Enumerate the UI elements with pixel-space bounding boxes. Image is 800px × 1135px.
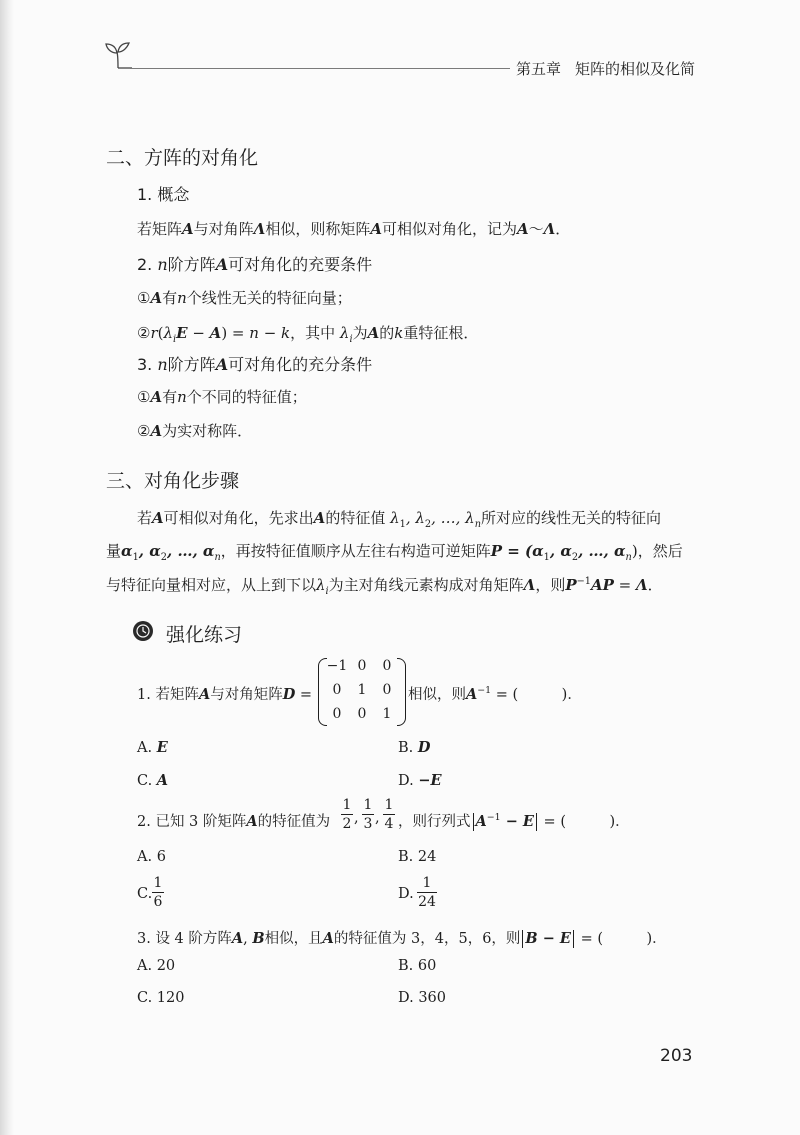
fraction-one-half: 1 2 — [342, 797, 352, 832]
page-spine-shadow — [0, 0, 14, 1135]
fraction-one-third: 1 3 — [363, 797, 373, 832]
diagonal-matrix-D: −1 0 0 0 1 0 0 0 1 — [318, 658, 406, 726]
practice-heading: 强化练习 — [166, 624, 243, 646]
chapter-number: 第五章 — [516, 60, 562, 78]
section-heading-diagonalization: 二、方阵的对角化 — [106, 147, 259, 169]
subheading-concept: 1. 概念 — [137, 185, 190, 204]
option-c-fraction: 1 6 — [153, 875, 163, 910]
clock-icon — [133, 621, 153, 641]
question-3-stem: 3. 设 4 阶方阵A, B相似，且A的特征值为 3，4，5，6，则 B − E = ( )． — [137, 930, 667, 947]
sprout-icon — [104, 40, 132, 70]
question-3-option-b[interactable]: B. 60 — [398, 958, 437, 974]
question-1-option-c[interactable]: C. A — [137, 772, 169, 789]
question-1-option-a[interactable]: A. E — [137, 739, 168, 756]
subheading-sufficient: 3. n阶方阵A可对角化的充分条件 — [137, 355, 373, 374]
question-2-stem-right: ，则行列式 $A^{-1} - E$ = ( )． — [398, 812, 630, 830]
steps-line-1: 若A可相似对角化，先求出A的特征值 $\lambda_1$, $\lambda_2$, …, $\lambda_n$所对应的线性无关的特征向 — [137, 509, 661, 530]
question-3-option-c[interactable]: C. 120 — [137, 990, 185, 1006]
question-2-option-d[interactable]: D. — [398, 886, 414, 902]
question-2-option-b[interactable]: B. 24 — [398, 849, 437, 865]
steps-line-3: 与特征向量相对应，从上到下以$\lambda_i$为主对角线元素构成对角矩阵Λ，则$P^{-1}AP = \Lambda$． — [106, 576, 663, 597]
question-3-option-d[interactable]: D. 360 — [398, 990, 447, 1006]
sufficient-item-2: ②A为实对称阵． — [137, 422, 253, 440]
question-1-stem-right: 相似，则$A^{-1}$ = ( )． — [408, 685, 582, 703]
chapter-title: 矩阵的相似及化简 — [575, 60, 696, 78]
chapter-header — [516, 58, 695, 79]
concept-paragraph: 若矩阵A与对角阵Λ相似，则称矩阵A可相似对角化，记为A～Λ． — [137, 220, 571, 238]
question-1-option-b[interactable]: B. D — [398, 739, 431, 756]
header-rule — [130, 68, 510, 69]
question-2-option-a[interactable]: A. 6 — [137, 849, 166, 865]
question-1-stem-left: 1. 若矩阵A与对角矩阵D = — [137, 686, 313, 703]
question-1-option-d[interactable]: D. −E — [398, 772, 442, 789]
page-number: 203 — [660, 1046, 693, 1066]
steps-line-2: 量$\alpha_1$, $\alpha_2$, …, $\alpha_n$，再按特征值顺序从左往右构造可逆矩阵$P = (\alpha_1$, $\alpha_2$, …, $\alpha_n$)，然后 — [106, 542, 683, 563]
section-heading-steps: 三、对角化步骤 — [106, 470, 240, 492]
sufficient-item-1: ①A有n个不同的特征值； — [137, 388, 307, 406]
question-2-stem-left: 2. 已知 3 阶矩阵A的特征值为 — [137, 813, 331, 830]
subheading-necessary-sufficient: 2. n阶方阵A可对角化的充要条件 — [137, 255, 373, 274]
question-3-option-a[interactable]: A. 20 — [137, 958, 176, 974]
condition-item-1: ①A有n个线性无关的特征向量； — [137, 289, 352, 307]
fraction-one-fourth: 1 4 — [384, 797, 394, 832]
condition-item-2: $②r(\lambda_iE - A) = n - k$，其中 $\lambda_i$为A的k重特征根． — [137, 324, 479, 345]
option-d-fraction: 1 24 — [418, 875, 436, 910]
question-2-option-c[interactable]: C. — [137, 886, 153, 902]
